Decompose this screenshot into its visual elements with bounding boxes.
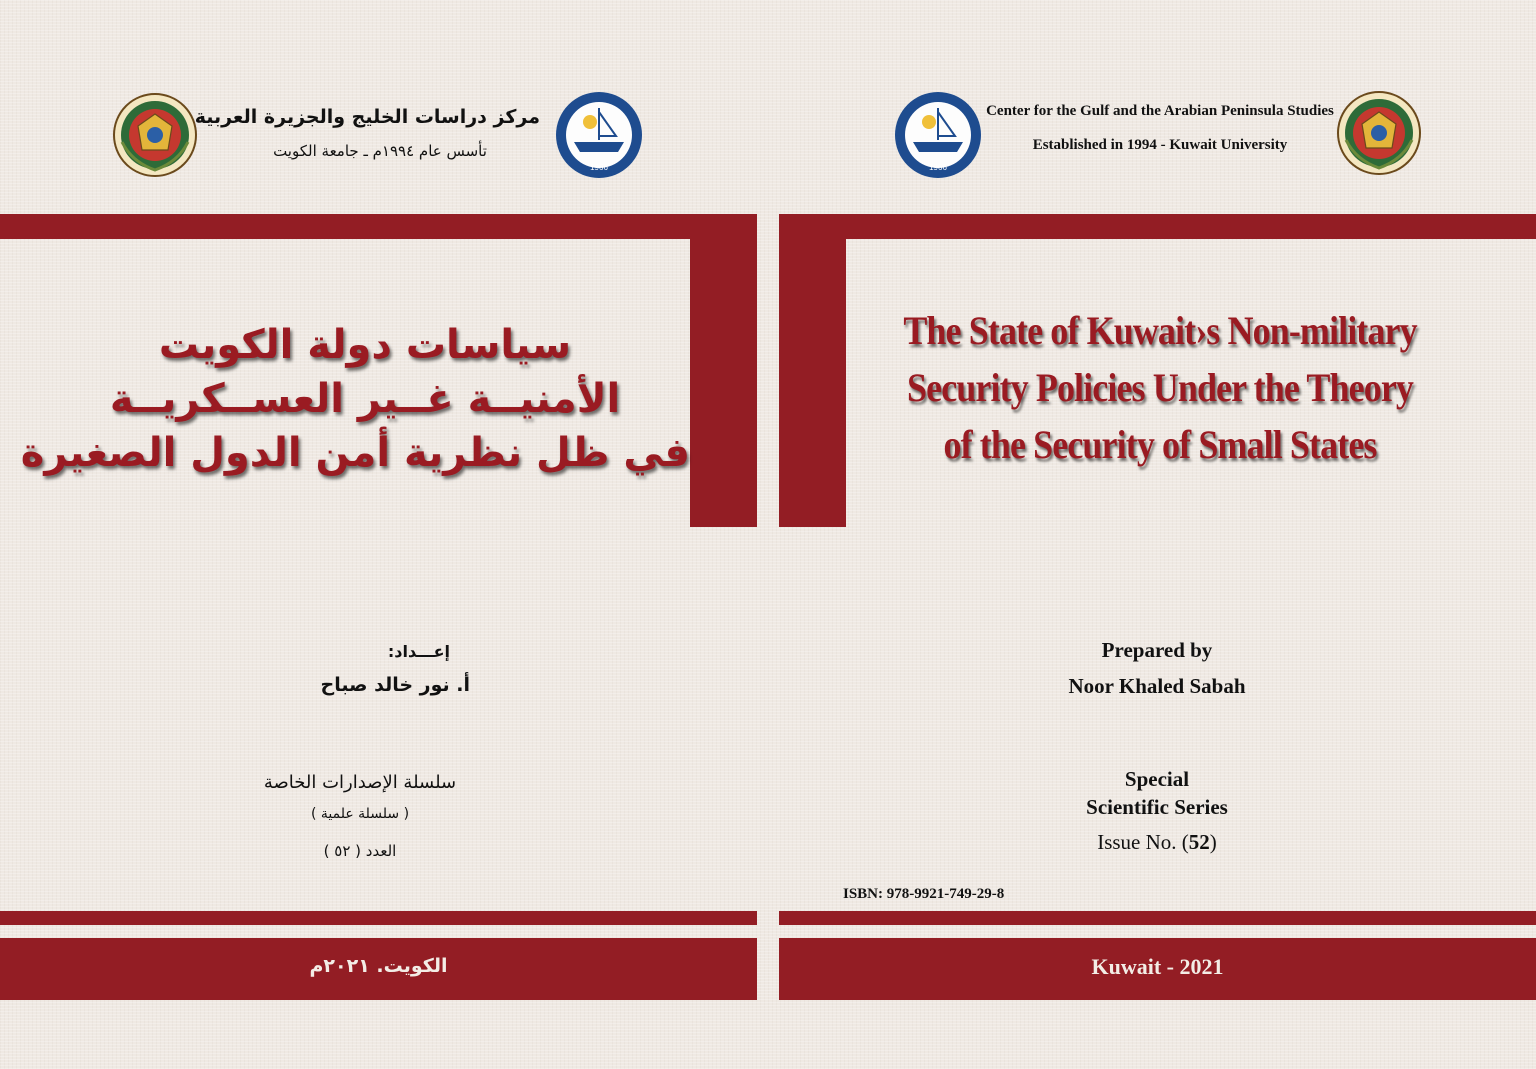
footer-thin-band-right [779, 911, 1536, 925]
english-title-line-1: The State of Kuwait›s Non-military [903, 308, 1417, 353]
spine-top-left-stub [690, 214, 757, 239]
english-title-line-3: of the Security of Small States [943, 422, 1377, 467]
spine-bar-right [779, 238, 846, 527]
seal-year-left: 1966 [590, 163, 608, 172]
issue-suffix: ) [1209, 830, 1217, 854]
gulf-center-emblem-left [112, 92, 198, 178]
english-established-line: Established in 1994 - Kuwait University [1032, 137, 1288, 153]
footer-thin-band-left [0, 911, 757, 925]
arabic-series-note: ( سلسلة علمية ) [310, 806, 410, 822]
spine-top-right-stub [779, 214, 846, 239]
arabic-issue-number: العدد ( ٥٢ ) [323, 842, 397, 860]
issue-number-value: 52 [1188, 830, 1210, 854]
top-band-right [846, 214, 1536, 239]
english-center-name: Center for the Gulf and the Arabian Peninsula Studies [986, 103, 1334, 119]
top-band-left [0, 214, 757, 239]
english-prepared-by-label: Prepared by [1101, 638, 1213, 662]
kuwait-university-seal-right [893, 90, 983, 180]
seal-year-right: 1966 [929, 163, 947, 172]
gulf-center-emblem-right [1336, 90, 1422, 176]
arabic-title-line-2: الأمنيــة غــير العســكريــة [109, 376, 621, 422]
arabic-established-line: تأسس عام ١٩٩٤م ـ جامعة الكويت [273, 142, 487, 160]
arabic-author-name: أ. نور خالد صباح [320, 674, 470, 696]
arabic-center-name: مركز دراسات الخليج والجزيرة العربية [194, 106, 540, 128]
english-title-line-2: Security Policies Under the Theory [906, 365, 1413, 410]
issue-prefix: Issue No. ( [1097, 830, 1189, 854]
isbn-number: ISBN: 978-9921-749-29-8 [843, 886, 1005, 902]
english-author-name: Noor Khaled Sabah [1068, 674, 1246, 698]
english-footer-place-year: Kuwait - 2021 [1091, 954, 1224, 979]
spine-bar-left [690, 238, 757, 527]
arabic-book-title [20, 318, 690, 480]
english-series-line-2: Scientific Series [1086, 795, 1228, 819]
english-issue-number [1000, 830, 1314, 855]
arabic-title-line-1: سياسات دولة الكويت [158, 322, 572, 368]
english-book-title [890, 302, 1430, 473]
arabic-footer-place-year: الكويت. ٢٠٢١م [309, 955, 448, 977]
arabic-title-line-3: في ظل نظرية أمن الدول الصغيرة [20, 430, 690, 476]
english-series-line-1: Special [1124, 767, 1190, 791]
arabic-series-name: سلسلة الإصدارات الخاصة [263, 772, 457, 793]
arabic-prepared-by-label: إعـــداد: [387, 642, 450, 661]
kuwait-university-seal-left [554, 90, 644, 180]
